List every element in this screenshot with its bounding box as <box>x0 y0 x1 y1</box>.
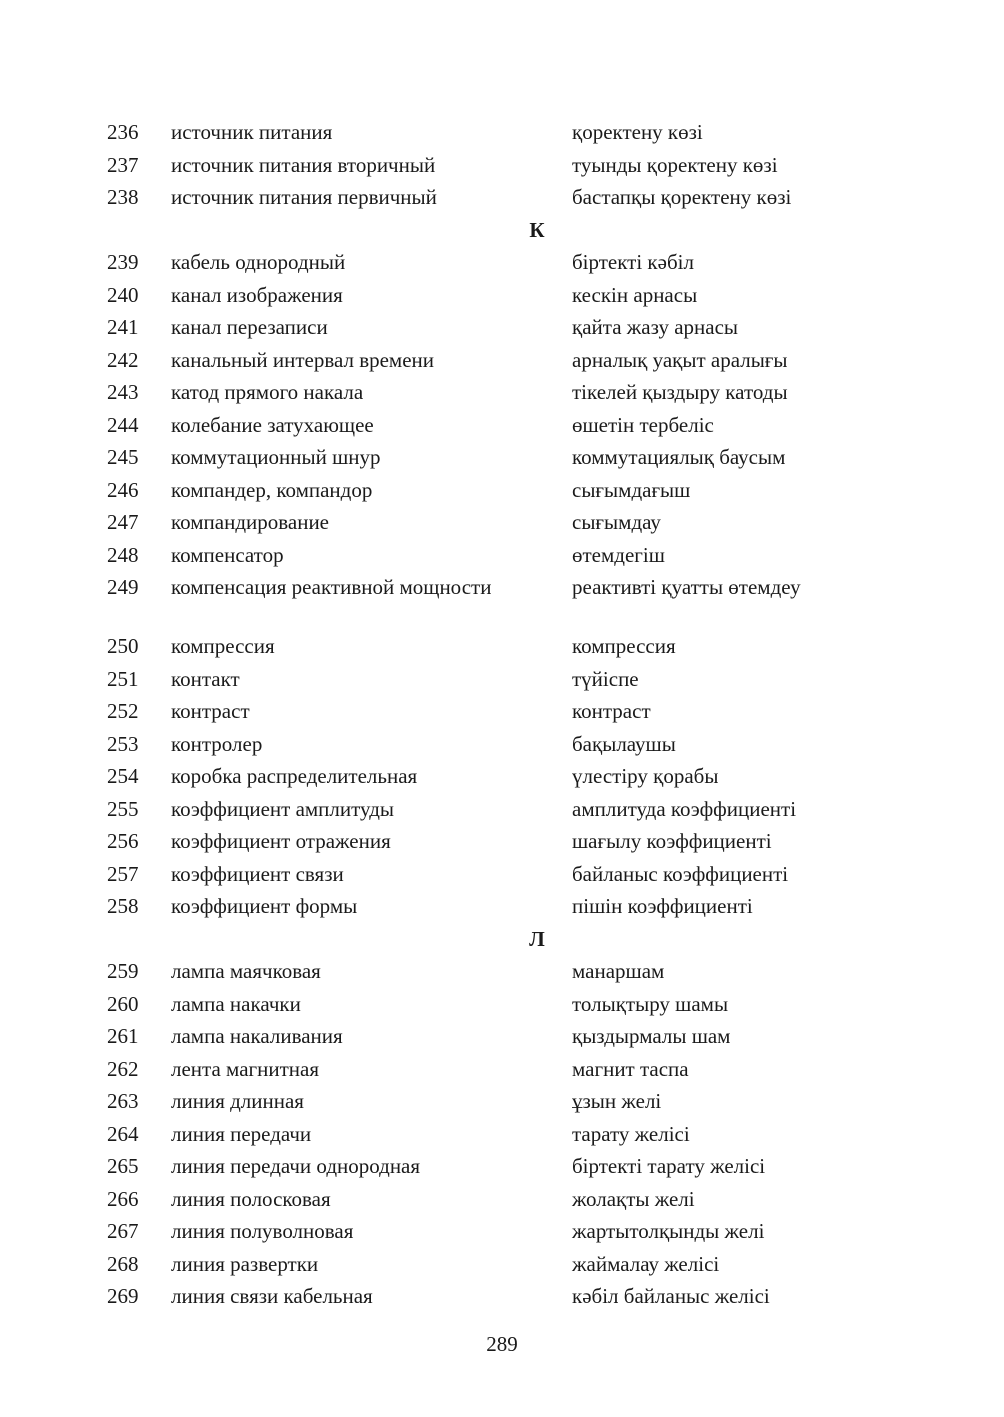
page-number: 289 <box>486 1332 518 1356</box>
entry-number: 252 <box>107 699 139 723</box>
glossary-list <box>0 115 1004 1312</box>
glossary-entry <box>0 180 1004 213</box>
glossary-entry <box>0 1247 1004 1280</box>
entry-number: 241 <box>107 315 139 339</box>
entry-number: 259 <box>107 959 139 983</box>
glossary-entry <box>0 889 1004 922</box>
kazakh-term: компрессия <box>572 634 676 658</box>
kazakh-term: бақылаушы <box>572 731 676 756</box>
glossary-entry <box>0 629 1004 662</box>
glossary-entry <box>0 759 1004 792</box>
russian-term: канал изображения <box>171 282 343 307</box>
glossary-entry <box>0 727 1004 760</box>
glossary-entry <box>0 1084 1004 1117</box>
kazakh-term: өтемдегіш <box>572 542 665 567</box>
glossary-entry <box>0 538 1004 571</box>
russian-term: коэффициент амплитуды <box>171 796 395 821</box>
russian-term: лампа накачки <box>171 991 301 1016</box>
kazakh-term: реактивті қуатты өтемдеу <box>572 575 801 599</box>
entry-number: 238 <box>107 185 139 209</box>
kazakh-term: толықтыру шамы <box>572 991 729 1016</box>
entry-number: 239 <box>107 250 139 274</box>
glossary-entry <box>0 954 1004 987</box>
entry-number: 242 <box>107 347 139 372</box>
entry-number: 240 <box>107 282 139 307</box>
glossary-entry <box>0 792 1004 825</box>
section-letter-heading <box>0 213 1004 246</box>
entry-number: 250 <box>107 634 139 658</box>
kazakh-term: манаршам <box>572 959 665 983</box>
russian-term: компандер, компандор <box>171 477 373 502</box>
russian-term: линия передачи однородная <box>171 1154 421 1178</box>
entry-number: 253 <box>107 731 139 756</box>
russian-term: линия связи кабельная <box>171 1284 373 1308</box>
entry-number: 236 <box>107 120 139 144</box>
entry-number: 254 <box>107 764 139 788</box>
russian-term: коммутационный шнур <box>171 445 381 469</box>
entry-number: 264 <box>107 1121 139 1146</box>
russian-term: линия полуволновая <box>171 1219 354 1243</box>
glossary-entry <box>0 570 1004 629</box>
kazakh-term: пішін коэффициенті <box>572 894 753 918</box>
kazakh-term: сығымдау <box>572 510 661 534</box>
entry-number: 244 <box>107 412 139 437</box>
entry-number: 248 <box>107 542 139 567</box>
kazakh-term: арналық уақыт аралығы <box>572 347 788 372</box>
entry-number: 269 <box>107 1284 139 1308</box>
glossary-entry <box>0 473 1004 506</box>
glossary-entry <box>0 375 1004 408</box>
kazakh-term: жаймалау желісі <box>572 1251 720 1276</box>
glossary-entry <box>0 1149 1004 1182</box>
russian-term: лампа накаливания <box>171 1024 343 1048</box>
russian-term: источник питания вторичный <box>171 152 436 177</box>
kazakh-term: тарату желісі <box>572 1121 690 1146</box>
kazakh-term: магнит таспа <box>572 1056 689 1081</box>
glossary-entry <box>0 278 1004 311</box>
glossary-entry <box>0 408 1004 441</box>
russian-term: линия передачи <box>171 1121 312 1146</box>
kazakh-term: түйіспе <box>572 666 639 691</box>
glossary-entry <box>0 440 1004 473</box>
russian-term: компандирование <box>171 510 330 534</box>
russian-term: коэффициент формы <box>171 894 358 918</box>
glossary-entry <box>0 310 1004 343</box>
russian-term: контраст <box>171 699 250 723</box>
entry-number: 265 <box>107 1154 139 1178</box>
russian-term: канальный интервал времени <box>171 347 435 372</box>
kazakh-term: шағылу коэффициенті <box>572 829 772 853</box>
entry-number: 260 <box>107 991 139 1016</box>
glossary-entry <box>0 1182 1004 1215</box>
russian-term: кабель однородный <box>171 250 346 274</box>
kazakh-term: коммутациялық баусым <box>572 445 786 469</box>
entry-number: 243 <box>107 380 139 404</box>
russian-term: компенсатор <box>171 542 284 567</box>
russian-term: контакт <box>171 666 240 691</box>
entry-number: 247 <box>107 510 139 534</box>
russian-term: линия развертки <box>171 1251 319 1276</box>
kazakh-term: жартытолқынды желі <box>572 1219 765 1243</box>
section-letter: Л <box>529 926 545 951</box>
kazakh-term: қыздырмалы шам <box>572 1024 731 1048</box>
kazakh-term: туынды қоректену көзі <box>572 152 778 177</box>
russian-term: компенсация реактивной мощности <box>171 575 492 599</box>
entry-number: 262 <box>107 1056 139 1081</box>
entry-number: 258 <box>107 894 139 918</box>
kazakh-term: сығымдағыш <box>572 477 691 502</box>
entry-number: 251 <box>107 666 139 691</box>
russian-term: коэффициент отражения <box>171 829 391 853</box>
kazakh-term: тікелей қыздыру катоды <box>572 380 788 404</box>
entry-number: 246 <box>107 477 139 502</box>
entry-number: 237 <box>107 152 139 177</box>
entry-number: 267 <box>107 1219 139 1243</box>
glossary-entry <box>0 1019 1004 1052</box>
glossary-entry <box>0 343 1004 376</box>
russian-term: лента магнитная <box>171 1056 319 1081</box>
kazakh-term: контраст <box>572 699 651 723</box>
glossary-entry <box>0 245 1004 278</box>
section-letter-heading <box>0 922 1004 955</box>
glossary-entry <box>0 824 1004 857</box>
kazakh-term: байланыс коэффициенті <box>572 861 789 886</box>
russian-term: линия полосковая <box>171 1186 331 1211</box>
glossary-entry <box>0 1214 1004 1247</box>
russian-term: контролер <box>171 731 263 756</box>
glossary-entry <box>0 1052 1004 1085</box>
russian-term: коробка распределительная <box>171 764 418 788</box>
glossary-entry <box>0 987 1004 1020</box>
kazakh-term: өшетін тербеліс <box>572 412 714 437</box>
russian-term: источник питания <box>171 120 333 144</box>
kazakh-term: амплитуда коэффициенті <box>572 796 797 821</box>
russian-term: канал перезаписи <box>171 315 328 339</box>
entry-number: 245 <box>107 445 139 469</box>
kazakh-term: кескін арнасы <box>572 282 698 307</box>
russian-term: линия длинная <box>171 1089 304 1113</box>
kazakh-term: жолақты желі <box>572 1186 695 1211</box>
kazakh-term: үлестіру қорабы <box>572 764 719 788</box>
kazakh-term: біртекті тарату желісі <box>572 1154 766 1178</box>
entry-number: 257 <box>107 861 139 886</box>
entry-number: 256 <box>107 829 139 853</box>
glossary-entry <box>0 505 1004 538</box>
entry-number: 268 <box>107 1251 139 1276</box>
entry-number: 255 <box>107 796 139 821</box>
kazakh-term: қоректену көзі <box>572 120 703 144</box>
kazakh-term: кәбіл байланыс желісі <box>572 1284 770 1308</box>
russian-term: лампа маячковая <box>171 959 321 983</box>
glossary-entry <box>0 1117 1004 1150</box>
kazakh-term: ұзын желі <box>572 1089 662 1113</box>
glossary-entry <box>0 694 1004 727</box>
russian-term: компрессия <box>171 634 275 658</box>
entry-number: 261 <box>107 1024 139 1048</box>
russian-term: коэффициент связи <box>171 861 344 886</box>
entry-number: 263 <box>107 1089 139 1113</box>
glossary-entry <box>0 857 1004 890</box>
glossary-entry <box>0 662 1004 695</box>
entry-number: 249 <box>107 575 139 599</box>
section-letter: К <box>529 217 545 242</box>
glossary-entry <box>0 115 1004 148</box>
kazakh-term: біртекті кәбіл <box>572 250 694 274</box>
glossary-entry <box>0 148 1004 181</box>
russian-term: катод прямого накала <box>171 380 364 404</box>
kazakh-term: бастапқы қоректену көзі <box>572 185 792 209</box>
russian-term: источник питания первичный <box>171 185 437 209</box>
kazakh-term: қайта жазу арнасы <box>572 315 739 339</box>
glossary-entry <box>0 1279 1004 1312</box>
entry-number: 266 <box>107 1186 139 1211</box>
russian-term: колебание затухающее <box>171 412 374 437</box>
